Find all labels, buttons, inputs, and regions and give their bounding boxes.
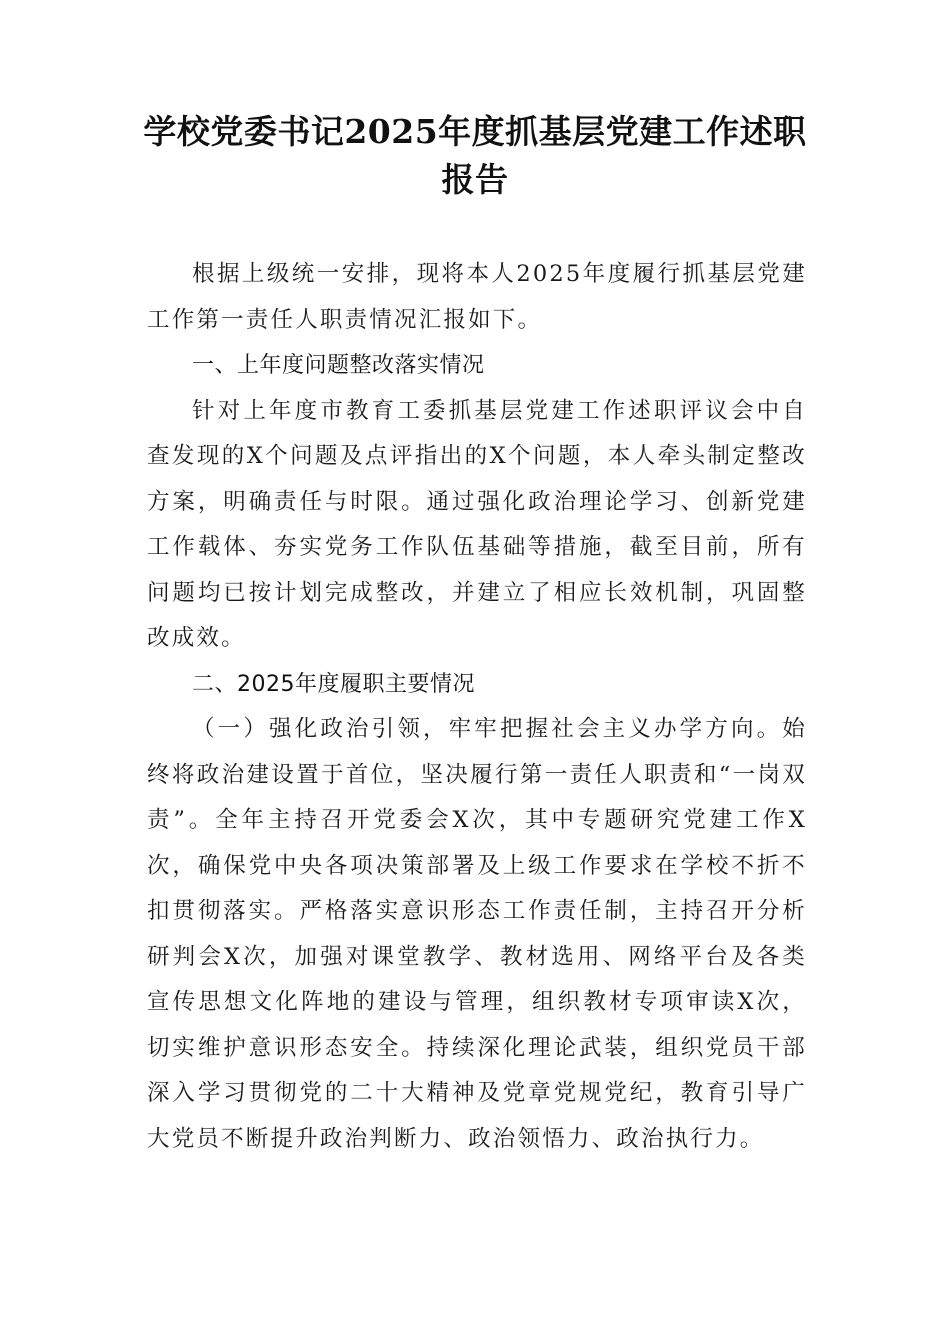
- subsection1-paragraph: [147, 707, 807, 1162]
- document-body: [147, 252, 807, 1162]
- subsection1-text: 始终将政治建设置于首位，坚决履行第一责任人职责和“一岗双责”。全年主持召开党委会X次，其中专题研究党建工作X次，确保党中央各项决策部署及上级工作要求在学校不折不扣贯彻落实。严格落实意识形态工作责任制，主持召开分析研判会X次，加强对课堂教学、教材选用、网络平台及各类宣传思想文化阵地的建设与管理，组织教材专项审读X次，切实维护意识形态安全。持续深化理论武装，组织党员干部深入学习贯彻党的二十大精神及党章党规党纪，教育引导广大党员不断提升政治判断力、政治领悟力、政治执行力。: [147, 716, 807, 1152]
- intro-paragraph: 根据上级统一安排，现将本人2025年度履行抓基层党建工作第一责任人职责情况汇报如下。: [147, 261, 807, 333]
- section2-heading: 二、2025年度履职主要情况: [192, 671, 475, 697]
- subsection1-lead: （一）强化政治引领，牢牢把握社会主义办学方向。: [192, 716, 783, 742]
- section1-heading: 一、上年度问题整改落实情况: [192, 353, 485, 378]
- section1-paragraph: 针对上年度市教育工委抓基层党建工作述职评议会中自查发现的X个问题及点评指出的X个问题，本人牵头制定整改方案，明确责任与时限。通过强化政治理论学习、创新党建工作载体、夯实党务工作队伍基础等措施，截至目前，所有问题均已按计划完成整改，并建立了相应长效机制，巩固整改成效。: [147, 397, 807, 651]
- document-title: 学校党委书记2025年度抓基层党建工作述职报告: [143, 112, 807, 199]
